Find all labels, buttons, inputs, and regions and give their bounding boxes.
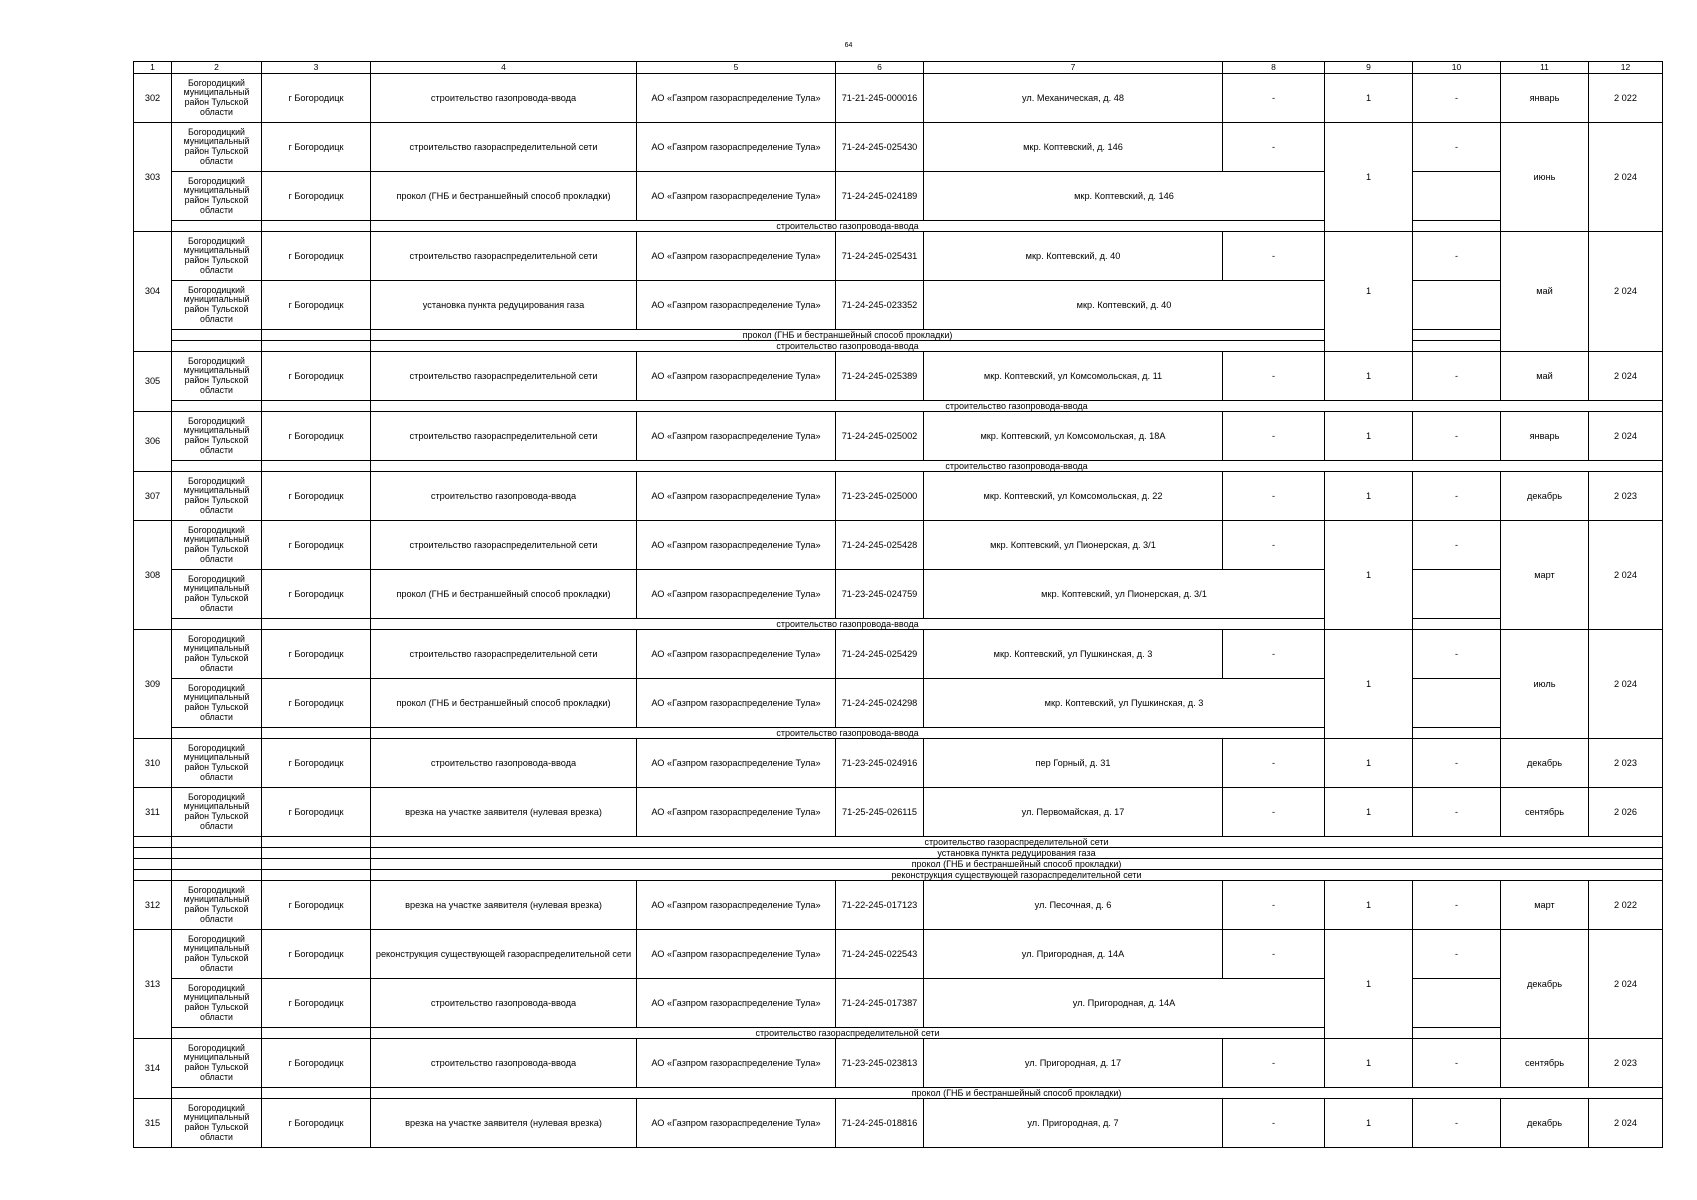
application-code-cell: 71-24-245-018816	[836, 1099, 924, 1148]
row-number: 303	[134, 123, 172, 232]
column-9-cell: 1	[1325, 1039, 1413, 1088]
organization-cell: АО «Газпром газораспределение Тула»	[637, 472, 836, 521]
city-cell: г Богородицк	[262, 74, 371, 123]
city-cell: г Богородицк	[262, 472, 371, 521]
application-code-cell: 71-23-245-024759	[836, 570, 924, 619]
column-8-cell: -	[1223, 881, 1325, 930]
table-row	[134, 472, 1663, 521]
address-cell: мкр. Коптевский, д. 146	[924, 172, 1325, 221]
column-10-cell: -	[1413, 472, 1501, 521]
table-row	[134, 281, 1663, 330]
year-cell: 2 024	[1589, 232, 1663, 352]
row-number: 313	[134, 930, 172, 1039]
column-header: 10	[1413, 62, 1501, 74]
year-cell: 2 024	[1589, 352, 1663, 401]
empty-cell	[262, 341, 371, 352]
month-cell: декабрь	[1501, 739, 1589, 788]
subheading-row	[134, 859, 1663, 870]
table-row	[134, 679, 1663, 728]
subheading-row	[134, 619, 1663, 630]
empty-cell	[1413, 1028, 1501, 1039]
organization-cell: АО «Газпром газораспределение Тула»	[637, 123, 836, 172]
organization-cell: АО «Газпром газораспределение Тула»	[637, 412, 836, 461]
object-cell: строительство газопровода-ввода	[371, 979, 637, 1028]
city-cell: г Богородицк	[262, 570, 371, 619]
page-number: 64	[844, 42, 853, 49]
month-cell: июль	[1501, 630, 1589, 739]
column-9-cell: 1	[1325, 788, 1413, 837]
column-9-cell: 1	[1325, 352, 1413, 401]
address-cell: ул. Пригородная, д. 14А	[924, 979, 1325, 1028]
column-9-cell: 1	[1325, 739, 1413, 788]
empty-cell	[262, 461, 371, 472]
empty-cell	[172, 848, 262, 859]
subheading-row	[134, 341, 1663, 352]
application-code-cell: 71-24-245-025430	[836, 123, 924, 172]
column-9-cell: 1	[1325, 412, 1413, 461]
object-type-subheading: прокол (ГНБ и бестраншейный способ прокладки)	[371, 330, 1325, 341]
row-number: 304	[134, 232, 172, 352]
address-cell: мкр. Коптевский, д. 146	[924, 123, 1223, 172]
month-cell: март	[1501, 521, 1589, 630]
column-header: 12	[1589, 62, 1663, 74]
column-10-cell: -	[1413, 930, 1501, 979]
column-9-cell: 1	[1325, 232, 1413, 352]
column-10-cell	[1413, 172, 1501, 221]
empty-cell	[172, 870, 262, 881]
district-cell: Богородицкий муниципальный район Тульской области	[172, 679, 262, 728]
object-cell: строительство газопровода-ввода	[371, 472, 637, 521]
empty-cell	[172, 401, 262, 412]
work-plan-table	[133, 61, 1663, 1148]
district-cell: Богородицкий муниципальный район Тульской области	[172, 881, 262, 930]
empty-cell	[172, 837, 262, 848]
table-row	[134, 630, 1663, 679]
district-cell: Богородицкий муниципальный район Тульской области	[172, 630, 262, 679]
object-type-subheading: прокол (ГНБ и бестраншейный способ прокладки)	[371, 859, 1663, 870]
district-cell: Богородицкий муниципальный район Тульской области	[172, 521, 262, 570]
row-number: 310	[134, 739, 172, 788]
city-cell: г Богородицк	[262, 881, 371, 930]
organization-cell: АО «Газпром газораспределение Тула»	[637, 232, 836, 281]
district-cell: Богородицкий муниципальный район Тульской области	[172, 281, 262, 330]
object-type-subheading: строительство газораспределительной сети	[371, 1028, 1325, 1039]
address-cell: ул. Механическая, д. 48	[924, 74, 1223, 123]
empty-cell	[172, 221, 262, 232]
address-cell: ул. Пригородная, д. 14А	[924, 930, 1223, 979]
object-cell: строительство газораспределительной сети	[371, 521, 637, 570]
address-cell: мкр. Коптевский, ул Пушкинская, д. 3	[924, 679, 1325, 728]
column-10-cell: -	[1413, 788, 1501, 837]
application-code-cell: 71-24-245-025429	[836, 630, 924, 679]
month-cell: сентябрь	[1501, 788, 1589, 837]
table-row	[134, 412, 1663, 461]
empty-cell	[172, 619, 262, 630]
address-cell: мкр. Коптевский, д. 40	[924, 281, 1325, 330]
row-number: 314	[134, 1039, 172, 1099]
empty-cell	[1413, 728, 1501, 739]
year-cell: 2 024	[1589, 521, 1663, 630]
application-code-cell: 71-23-245-024916	[836, 739, 924, 788]
month-cell: март	[1501, 881, 1589, 930]
row-number: 306	[134, 412, 172, 472]
address-cell: мкр. Коптевский, ул Пушкинская, д. 3	[924, 630, 1223, 679]
column-10-cell: -	[1413, 352, 1501, 401]
city-cell: г Богородицк	[262, 281, 371, 330]
column-8-cell: -	[1223, 788, 1325, 837]
column-8-cell: -	[1223, 1039, 1325, 1088]
empty-cell	[262, 401, 371, 412]
table-row	[134, 352, 1663, 401]
month-cell: июнь	[1501, 123, 1589, 232]
application-code-cell: 71-23-245-023813	[836, 1039, 924, 1088]
column-10-cell: -	[1413, 232, 1501, 281]
year-cell: 2 024	[1589, 930, 1663, 1039]
column-9-cell: 1	[1325, 1099, 1413, 1148]
column-10-cell	[1413, 679, 1501, 728]
row-number: 308	[134, 521, 172, 630]
object-cell: строительство газопровода-ввода	[371, 739, 637, 788]
address-cell: ул. Песочная, д. 6	[924, 881, 1223, 930]
city-cell: г Богородицк	[262, 979, 371, 1028]
empty-cell	[172, 728, 262, 739]
empty-cell	[262, 870, 371, 881]
city-cell: г Богородицк	[262, 521, 371, 570]
empty-cell	[1413, 221, 1501, 232]
subheading-row	[134, 1028, 1663, 1039]
application-code-cell: 71-23-245-025000	[836, 472, 924, 521]
empty-cell	[134, 837, 172, 848]
city-cell: г Богородицк	[262, 172, 371, 221]
column-header: 4	[371, 62, 637, 74]
column-header: 3	[262, 62, 371, 74]
empty-cell	[172, 1088, 262, 1099]
city-cell: г Богородицк	[262, 232, 371, 281]
table-row	[134, 881, 1663, 930]
year-cell: 2 023	[1589, 1039, 1663, 1088]
city-cell: г Богородицк	[262, 352, 371, 401]
city-cell: г Богородицк	[262, 1099, 371, 1148]
year-cell: 2 022	[1589, 881, 1663, 930]
empty-cell	[172, 1028, 262, 1039]
subheading-row	[134, 401, 1663, 412]
table-row	[134, 1039, 1663, 1088]
object-cell: строительство газораспределительной сети	[371, 412, 637, 461]
city-cell: г Богородицк	[262, 739, 371, 788]
table-row	[134, 521, 1663, 570]
address-cell: ул. Пригородная, д. 7	[924, 1099, 1223, 1148]
column-header: 8	[1223, 62, 1325, 74]
address-cell: мкр. Коптевский, ул Пионерская, д. 3/1	[924, 570, 1325, 619]
empty-cell	[172, 341, 262, 352]
district-cell: Богородицкий муниципальный район Тульской области	[172, 930, 262, 979]
district-cell: Богородицкий муниципальный район Тульской области	[172, 979, 262, 1028]
object-type-subheading: строительство газопровода-ввода	[371, 341, 1325, 352]
organization-cell: АО «Газпром газораспределение Тула»	[637, 1099, 836, 1148]
column-10-cell: -	[1413, 521, 1501, 570]
column-9-cell: 1	[1325, 123, 1413, 232]
empty-cell	[172, 859, 262, 870]
district-cell: Богородицкий муниципальный район Тульской области	[172, 74, 262, 123]
column-10-cell	[1413, 979, 1501, 1028]
organization-cell: АО «Газпром газораспределение Тула»	[637, 881, 836, 930]
object-cell: прокол (ГНБ и бестраншейный способ прокладки)	[371, 570, 637, 619]
object-cell: строительство газопровода-ввода	[371, 1039, 637, 1088]
column-8-cell: -	[1223, 521, 1325, 570]
application-code-cell: 71-24-245-024298	[836, 679, 924, 728]
address-cell: мкр. Коптевский, ул Пионерская, д. 3/1	[924, 521, 1223, 570]
organization-cell: АО «Газпром газораспределение Тула»	[637, 679, 836, 728]
object-type-subheading: прокол (ГНБ и бестраншейный способ прокладки)	[371, 1088, 1663, 1099]
object-type-subheading: реконструкция существующей газораспределительной сети	[371, 870, 1663, 881]
table-row	[134, 172, 1663, 221]
table-row	[134, 979, 1663, 1028]
row-number: 315	[134, 1099, 172, 1148]
month-cell: январь	[1501, 412, 1589, 461]
month-cell: декабрь	[1501, 930, 1589, 1039]
month-cell: сентябрь	[1501, 1039, 1589, 1088]
row-number: 311	[134, 788, 172, 837]
city-cell: г Богородицк	[262, 630, 371, 679]
application-code-cell: 71-21-245-000016	[836, 74, 924, 123]
application-code-cell: 71-24-245-023352	[836, 281, 924, 330]
column-8-cell: -	[1223, 232, 1325, 281]
column-9-cell: 1	[1325, 74, 1413, 123]
application-code-cell: 71-22-245-017123	[836, 881, 924, 930]
column-header: 11	[1501, 62, 1589, 74]
city-cell: г Богородицк	[262, 930, 371, 979]
district-cell: Богородицкий муниципальный район Тульской области	[172, 1039, 262, 1088]
empty-cell	[262, 619, 371, 630]
application-code-cell: 71-25-245-026115	[836, 788, 924, 837]
column-9-cell: 1	[1325, 630, 1413, 739]
column-10-cell: -	[1413, 1039, 1501, 1088]
address-cell: мкр. Коптевский, ул Комсомольская, д. 18А	[924, 412, 1223, 461]
column-10-cell: -	[1413, 74, 1501, 123]
object-cell: строительство газопровода-ввода	[371, 74, 637, 123]
column-8-cell: -	[1223, 412, 1325, 461]
column-9-cell: 1	[1325, 881, 1413, 930]
organization-cell: АО «Газпром газораспределение Тула»	[637, 570, 836, 619]
empty-cell	[1413, 619, 1501, 630]
column-header: 6	[836, 62, 924, 74]
empty-cell	[1413, 330, 1501, 341]
subheading-row	[134, 221, 1663, 232]
column-10-cell	[1413, 570, 1501, 619]
district-cell: Богородицкий муниципальный район Тульской области	[172, 788, 262, 837]
empty-cell	[134, 859, 172, 870]
year-cell: 2 023	[1589, 472, 1663, 521]
table-row	[134, 788, 1663, 837]
object-cell: врезка на участке заявителя (нулевая врезка)	[371, 1099, 637, 1148]
object-cell: реконструкция существующей газораспределительной сети	[371, 930, 637, 979]
district-cell: Богородицкий муниципальный район Тульской области	[172, 412, 262, 461]
object-cell: прокол (ГНБ и бестраншейный способ прокладки)	[371, 172, 637, 221]
empty-cell	[262, 848, 371, 859]
organization-cell: АО «Газпром газораспределение Тула»	[637, 172, 836, 221]
column-number-header-row	[134, 62, 1663, 74]
district-cell: Богородицкий муниципальный район Тульской области	[172, 123, 262, 172]
object-type-subheading: строительство газопровода-ввода	[371, 619, 1325, 630]
district-cell: Богородицкий муниципальный район Тульской области	[172, 1099, 262, 1148]
city-cell: г Богородицк	[262, 1039, 371, 1088]
year-cell: 2 024	[1589, 630, 1663, 739]
application-code-cell: 71-24-245-025431	[836, 232, 924, 281]
month-cell: декабрь	[1501, 472, 1589, 521]
year-cell: 2 023	[1589, 739, 1663, 788]
column-8-cell: -	[1223, 472, 1325, 521]
application-code-cell: 71-24-245-025428	[836, 521, 924, 570]
column-9-cell: 1	[1325, 930, 1413, 1039]
address-cell: мкр. Коптевский, д. 40	[924, 232, 1223, 281]
organization-cell: АО «Газпром газораспределение Тула»	[637, 352, 836, 401]
row-number: 305	[134, 352, 172, 412]
district-cell: Богородицкий муниципальный район Тульской области	[172, 739, 262, 788]
table-row	[134, 232, 1663, 281]
subheading-row	[134, 837, 1663, 848]
column-header: 1	[134, 62, 172, 74]
column-9-cell: 1	[1325, 521, 1413, 630]
object-type-subheading: строительство газораспределительной сети	[371, 837, 1663, 848]
column-header: 2	[172, 62, 262, 74]
month-cell: май	[1501, 352, 1589, 401]
year-cell: 2 022	[1589, 74, 1663, 123]
organization-cell: АО «Газпром газораспределение Тула»	[637, 630, 836, 679]
table-row	[134, 123, 1663, 172]
column-10-cell: -	[1413, 881, 1501, 930]
empty-cell	[134, 848, 172, 859]
column-8-cell: -	[1223, 630, 1325, 679]
subheading-row	[134, 461, 1663, 472]
column-8-cell: -	[1223, 74, 1325, 123]
application-code-cell: 71-24-245-022543	[836, 930, 924, 979]
city-cell: г Богородицк	[262, 788, 371, 837]
district-cell: Богородицкий муниципальный район Тульской области	[172, 570, 262, 619]
object-type-subheading: строительство газопровода-ввода	[371, 401, 1663, 412]
subheading-row	[134, 1088, 1663, 1099]
application-code-cell: 71-24-245-017387	[836, 979, 924, 1028]
empty-cell	[172, 330, 262, 341]
object-cell: строительство газораспределительной сети	[371, 630, 637, 679]
organization-cell: АО «Газпром газораспределение Тула»	[637, 739, 836, 788]
table-row	[134, 570, 1663, 619]
application-code-cell: 71-24-245-025389	[836, 352, 924, 401]
district-cell: Богородицкий муниципальный район Тульской области	[172, 472, 262, 521]
table-row	[134, 1099, 1663, 1148]
district-cell: Богородицкий муниципальный район Тульской области	[172, 232, 262, 281]
address-cell: ул. Первомайская, д. 17	[924, 788, 1223, 837]
row-number: 307	[134, 472, 172, 521]
year-cell: 2 024	[1589, 412, 1663, 461]
empty-cell	[262, 1028, 371, 1039]
address-cell: мкр. Коптевский, ул Комсомольская, д. 22	[924, 472, 1223, 521]
organization-cell: АО «Газпром газораспределение Тула»	[637, 788, 836, 837]
empty-cell	[1413, 341, 1501, 352]
organization-cell: АО «Газпром газораспределение Тула»	[637, 1039, 836, 1088]
column-header: 9	[1325, 62, 1413, 74]
organization-cell: АО «Газпром газораспределение Тула»	[637, 979, 836, 1028]
object-cell: строительство газораспределительной сети	[371, 123, 637, 172]
application-code-cell: 71-24-245-024189	[836, 172, 924, 221]
year-cell: 2 026	[1589, 788, 1663, 837]
empty-cell	[262, 859, 371, 870]
column-10-cell: -	[1413, 123, 1501, 172]
object-cell: строительство газораспределительной сети	[371, 352, 637, 401]
table-row	[134, 739, 1663, 788]
address-cell: пер Горный, д. 31	[924, 739, 1223, 788]
column-header: 5	[637, 62, 836, 74]
object-type-subheading: строительство газопровода-ввода	[371, 461, 1663, 472]
application-code-cell: 71-24-245-025002	[836, 412, 924, 461]
object-cell: врезка на участке заявителя (нулевая врезка)	[371, 881, 637, 930]
month-cell: январь	[1501, 74, 1589, 123]
empty-cell	[262, 728, 371, 739]
year-cell: 2 024	[1589, 123, 1663, 232]
organization-cell: АО «Газпром газораспределение Тула»	[637, 521, 836, 570]
column-8-cell: -	[1223, 739, 1325, 788]
column-10-cell	[1413, 281, 1501, 330]
column-10-cell: -	[1413, 739, 1501, 788]
organization-cell: АО «Газпром газораспределение Тула»	[637, 281, 836, 330]
subheading-row	[134, 330, 1663, 341]
row-number: 309	[134, 630, 172, 739]
empty-cell	[262, 221, 371, 232]
organization-cell: АО «Газпром газораспределение Тула»	[637, 930, 836, 979]
object-cell: установка пункта редуцирования газа	[371, 281, 637, 330]
city-cell: г Богородицк	[262, 679, 371, 728]
empty-cell	[262, 1088, 371, 1099]
address-cell: ул. Пригородная, д. 17	[924, 1039, 1223, 1088]
subheading-row	[134, 848, 1663, 859]
city-cell: г Богородицк	[262, 123, 371, 172]
column-8-cell: -	[1223, 1099, 1325, 1148]
year-cell: 2 024	[1589, 1099, 1663, 1148]
column-10-cell: -	[1413, 412, 1501, 461]
table-row	[134, 74, 1663, 123]
month-cell: декабрь	[1501, 1099, 1589, 1148]
column-10-cell: -	[1413, 1099, 1501, 1148]
month-cell: май	[1501, 232, 1589, 352]
column-10-cell: -	[1413, 630, 1501, 679]
district-cell: Богородицкий муниципальный район Тульской области	[172, 352, 262, 401]
object-cell: врезка на участке заявителя (нулевая врезка)	[371, 788, 637, 837]
column-8-cell: -	[1223, 352, 1325, 401]
column-header: 7	[924, 62, 1223, 74]
organization-cell: АО «Газпром газораспределение Тула»	[637, 74, 836, 123]
empty-cell	[262, 837, 371, 848]
object-cell: строительство газораспределительной сети	[371, 232, 637, 281]
empty-cell	[262, 330, 371, 341]
column-8-cell: -	[1223, 123, 1325, 172]
row-number: 302	[134, 74, 172, 123]
column-8-cell: -	[1223, 930, 1325, 979]
subheading-row	[134, 870, 1663, 881]
district-cell: Богородицкий муниципальный район Тульской области	[172, 172, 262, 221]
object-type-subheading: установка пункта редуцирования газа	[371, 848, 1663, 859]
row-number: 312	[134, 881, 172, 930]
table-row	[134, 930, 1663, 979]
empty-cell	[134, 870, 172, 881]
object-cell: прокол (ГНБ и бестраншейный способ прокладки)	[371, 679, 637, 728]
subheading-row	[134, 728, 1663, 739]
city-cell: г Богородицк	[262, 412, 371, 461]
empty-cell	[172, 461, 262, 472]
address-cell: мкр. Коптевский, ул Комсомольская, д. 11	[924, 352, 1223, 401]
column-9-cell: 1	[1325, 472, 1413, 521]
object-type-subheading: строительство газопровода-ввода	[371, 221, 1325, 232]
object-type-subheading: строительство газопровода-ввода	[371, 728, 1325, 739]
